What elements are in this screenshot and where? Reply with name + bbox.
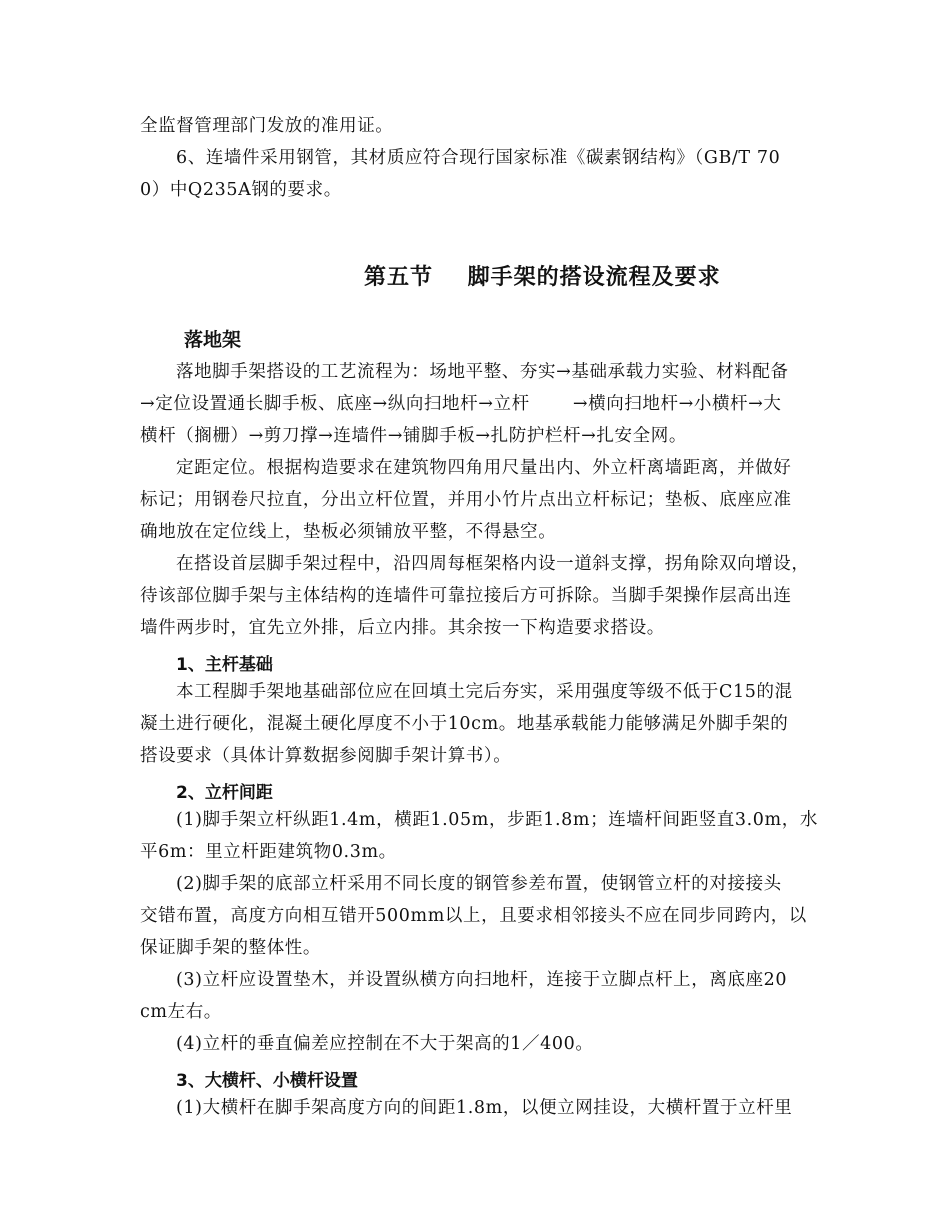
paragraph-line: 保证脚手架的整体性。 (140, 938, 321, 958)
paragraph-line: 本工程脚手架地基础部位应在回填土完后夯实，采用强度等级不低于C15的混 (176, 682, 793, 702)
paragraph-line: 平6m：里立杆距建筑物0.3m。 (140, 842, 397, 862)
paragraph-line: 待该部位脚手架与主体结构的连墙件可靠拉接后方可拆除。当脚手架操作层高出连 (140, 586, 792, 606)
paragraph-line: 落地脚手架搭设的工艺流程为：场地平整、夯实→基础承载力实验、材料配备 (176, 362, 789, 382)
paragraph-line: cm左右。 (140, 1002, 222, 1022)
paragraph-line: (4)立杆的垂直偏差应控制在不大于架高的1／400。 (176, 1034, 594, 1054)
paragraph-line: 标记；用钢卷尺拉直，分出立杆位置，并用小竹片点出立杆标记；垫板、底座应准 (140, 490, 792, 510)
paragraph-line: (1)脚手架立杆纵距1.4m，横距1.05m，步距1.8m；连墙杆间距竖直3.0m，水 (176, 810, 818, 830)
text-line: 0）中Q235A钢的要求。 (140, 180, 342, 200)
paragraph-line: 墙件两步时，宜先立外排，后立内排。其余按一下构造要求搭设。 (140, 618, 665, 638)
paragraph-line: 搭设要求（具体计算数据参阅脚手架计算书）。 (140, 746, 512, 766)
item-heading: 3、大横杆、小横杆设置 (176, 1071, 358, 1091)
paragraph-line: (2)脚手架的底部立杆采用不同长度的钢管参差布置，使钢管立杆的对接接头 (176, 874, 782, 894)
paragraph-line: (3)立杆应设置垫木，并设置纵横方向扫地杆，连接于立脚点杆上，离底座20 (176, 970, 788, 990)
paragraph-line: →定位设置通长脚手板、底座→纵向扫地杆→立杆 →横向扫地杆→小横杆→大 (140, 394, 782, 414)
paragraph-line: 凝土进行硬化，混凝土硬化厚度不小于10cm。地基承载能力能够满足外脚手架的 (140, 714, 789, 734)
paragraph-line: 横杆（搁栅）→剪刀撑→连墙件→铺脚手板→扎防护栏杆→扎安全网。 (140, 426, 687, 446)
text-line: 6、连墙件采用钢管，其材质应符合现行国家标准《碳素钢结构》（GB/T 70 (176, 148, 781, 168)
paragraph-line: 确地放在定位线上，垫板必须铺放平整，不得悬空。 (140, 522, 557, 542)
text-line: 全监督管理部门发放的准用证。 (140, 116, 394, 136)
paragraph-line: (1)大横杆在脚手架高度方向的间距1.8m，以便立网挂设，大横杆置于立杆里 (176, 1098, 793, 1118)
paragraph-line: 在搭设首层脚手架过程中，沿四周每框架格内设一道斜支撑，拐角除双向增设， (176, 554, 810, 574)
paragraph-line: 定距定位。根据构造要求在建筑物四角用尺量出内、外立杆离墙距离，并做好 (176, 458, 792, 478)
paragraph-line: 交错布置，高度方向相互错开500mm以上，且要求相邻接头不应在同步同跨内，以 (140, 906, 807, 926)
item-heading: 2、立杆间距 (176, 783, 273, 803)
subsection-heading: 落地架 (184, 329, 242, 351)
item-heading: 1、主杆基础 (176, 655, 273, 675)
section-heading: 第五节 脚手架的搭设流程及要求 (364, 265, 721, 290)
